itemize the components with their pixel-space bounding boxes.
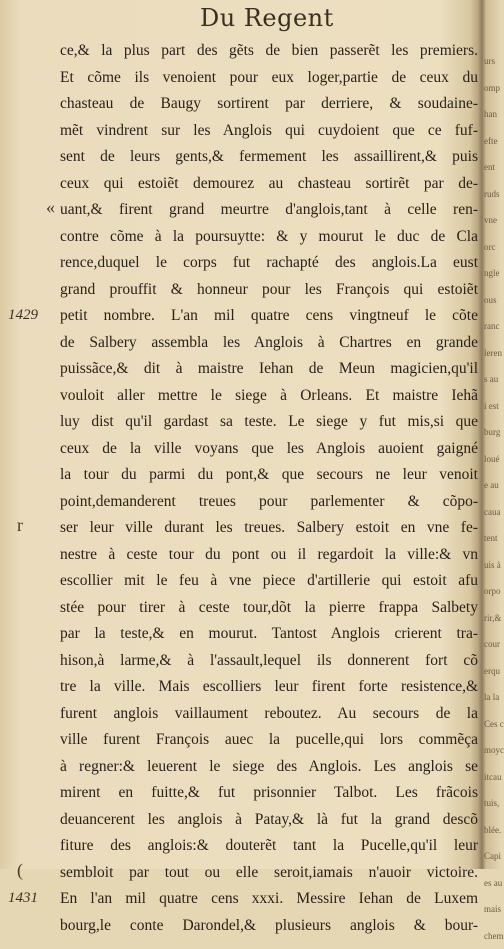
bleed-fragment: leren <box>484 340 500 367</box>
text-line: furent anglois vaillaument reboutez. Au secours de la <box>60 701 478 728</box>
facing-page-bleed-through <box>484 48 500 949</box>
bleed-fragment: i est <box>484 393 500 420</box>
text-line: En l'an mil quatre cens xxxi. Messire Iehan de Luxem <box>60 886 478 913</box>
bleed-fragment: tent <box>484 525 500 552</box>
bleed-fragment: ngle <box>484 260 500 287</box>
bleed-fragment: burg <box>484 419 500 446</box>
bleed-fragment: vne <box>484 207 500 234</box>
bleed-fragment: mais <box>484 896 500 923</box>
bleed-fragment: cour <box>484 631 500 658</box>
margin-handwritten-mark: r <box>17 515 23 536</box>
bleed-fragment: Ces c <box>484 711 500 738</box>
text-line: ce,& la plus part des gẽts de bien passerẽt les premiers. <box>60 38 478 65</box>
text-line: par la teste,& en mourut. Tantost Anglois crierent tra- <box>60 621 478 648</box>
bleed-fragment: loué <box>484 446 500 473</box>
text-line: luy dist qu'il gardast sa teste. Le siege y fut mis,si que <box>60 409 478 436</box>
text-line: vouloit aller mettre le siege à Orleans. Et maistre Iehã <box>60 383 478 410</box>
text-line: bourg,le conte Darondel,& plusieurs anglois & bour- <box>60 913 478 940</box>
text-line: deuancerent les anglois à Patay,& là fut la grand descõ <box>60 807 478 834</box>
bleed-fragment: ous <box>484 287 500 314</box>
text-line: fiture des anglois:& douterẽt tant la Pucelle,qu'il leur <box>60 833 478 860</box>
bleed-fragment: s au <box>484 366 500 393</box>
text-line: sent de leurs gents,& fermement les assaillirent,& puis <box>60 144 478 171</box>
text-line: grand prouffit & honneur pour les François qui estoiẽt <box>60 277 478 304</box>
body-text <box>60 38 478 939</box>
bleed-fragment: la la <box>484 684 500 711</box>
bleed-fragment: caua <box>484 499 500 526</box>
text-line: ser leur ville durant les treues. Salbery estoit en vne fe- <box>60 515 478 542</box>
bleed-fragment: blée. <box>484 817 500 844</box>
text-line: chasteau de Baugy sortirent par derriere, & soudaine- <box>60 91 478 118</box>
text-line: stée pour tirer à ceste tour,dõt la pierre frappa Salbety <box>60 595 478 622</box>
text-line: escollier mit le feu à vne piece d'artillerie qui estoit afu <box>60 568 478 595</box>
text-line: ville furent François auec la pucelle,qui lors commẽça <box>60 727 478 754</box>
bleed-fragment: efte <box>484 128 500 155</box>
margin-handwritten-mark: ( <box>17 860 23 881</box>
text-line: petit nombre. L'an mil quatre cens vingtneuf le cõte <box>60 303 478 330</box>
bleed-fragment: itcau <box>484 764 500 791</box>
text-line: tre la ville. Mais escolliers leur firent forte resistence,& <box>60 674 478 701</box>
text-line: de Salbery assembla les Anglois à Chartres en grande <box>60 330 478 357</box>
bleed-fragment: e au <box>484 472 500 499</box>
text-line: point,demanderent treues pour parlementer & cõpo- <box>60 489 478 516</box>
bleed-fragment: rir,& <box>484 605 500 632</box>
bleed-fragment: Capi <box>484 843 500 870</box>
text-line: à regner:& leuerent le siege des Anglois. Les anglois se <box>60 754 478 781</box>
bleed-fragment: es au <box>484 870 500 897</box>
text-line: mẽt vindrent sur les Anglois qui cuydoient que ce fuf- <box>60 118 478 145</box>
text-line: nestre à ceste tour du pont ou il regardoit la ville:& vn <box>60 542 478 569</box>
bleed-fragment: ranc <box>484 313 500 340</box>
text-line: uant,& firent grand meurtre d'anglois,tant à celle ren- <box>60 197 478 224</box>
text-line: hison,à larme,& à l'assault,lequel ils donnerent fort cõ <box>60 648 478 675</box>
bleed-fragment: orc <box>484 234 500 261</box>
margin-year-note: 1431 <box>8 890 38 907</box>
bleed-fragment: omp <box>484 75 500 102</box>
bleed-fragment: chem <box>484 923 500 949</box>
bleed-fragment: han <box>484 101 500 128</box>
margin-year-note: 1429 <box>8 307 38 324</box>
text-line: sembloit par tout ou elle seroit,iamais n'auoir victoire. <box>60 860 478 887</box>
bleed-fragment: orpo <box>484 578 500 605</box>
text-line: rence,duquel le corps fut rachapté des anglois.La eust <box>60 250 478 277</box>
bleed-fragment: uis à <box>484 552 500 579</box>
bleed-fragment: erqu <box>484 658 500 685</box>
bleed-fragment: moyc <box>484 737 500 764</box>
text-line: Et cõme ils venoient pour eux loger,partie de ceux du <box>60 65 478 92</box>
margin-handwritten-mark: « <box>46 197 55 218</box>
text-line: ceux qui estoiẽt demourez au chasteau sortirẽt par de- <box>60 171 478 198</box>
bleed-fragment: ent <box>484 154 500 181</box>
bleed-fragment: tuis, <box>484 790 500 817</box>
text-line: puissãce,& dit à maistre Iehan de Meun magicien,qu'il <box>60 356 478 383</box>
text-line: la tour du parmi du pont,& que secours ne leur venoit <box>60 462 478 489</box>
running-head: Du Regent <box>200 4 350 32</box>
text-line: ceux de la ville voyans que les Anglois auoient gaigné <box>60 436 478 463</box>
text-line: mirent en fuitte,& fut prisonnier Talbot. Les frãcois <box>60 780 478 807</box>
bleed-fragment: ruds <box>484 181 500 208</box>
bleed-fragment: urs <box>484 48 500 75</box>
text-line: contre cõme à la poursuytte: & y mourut le duc de Cla <box>60 224 478 251</box>
